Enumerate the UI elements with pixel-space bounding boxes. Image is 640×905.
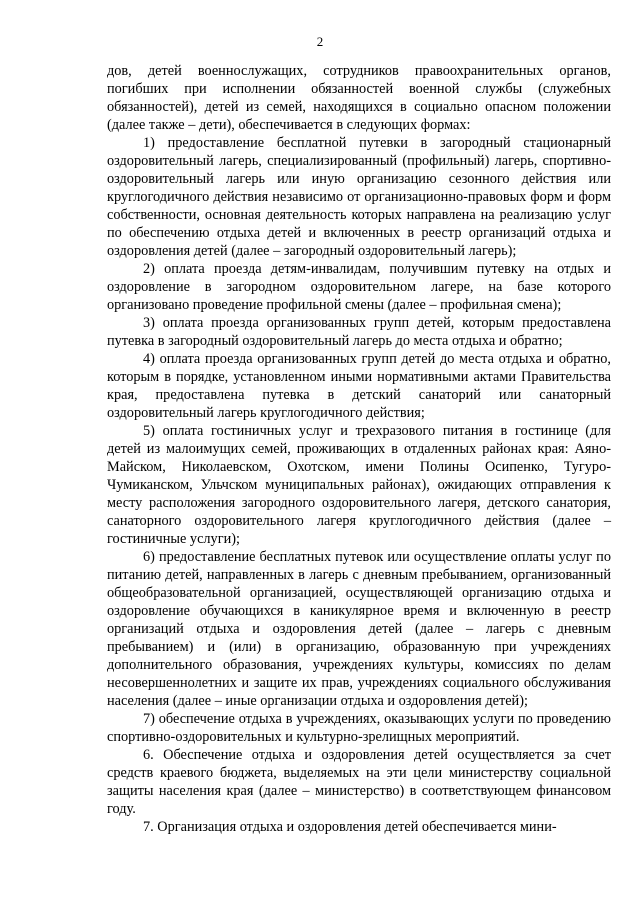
paragraph-section-6: 6. Обеспечение отдыха и оздоровления детей осуществляется за счет средств краевого бюджета, выделяемых на эти цели министерству социальной защиты населения края (далее – министерство) в соответствующем финансовом году.: [107, 747, 611, 817]
page-number: 2: [316, 34, 324, 49]
paragraph-item-4: 4) оплата проезда организованных групп детей до места отдыха и обратно, которым в порядке, установленном иными нормативными актами Правительства края, предоставлена путевка в детский санаторий или санаторный оздоровительный лагерь круглогодичного действия;: [107, 351, 611, 421]
paragraph-item-3: 3) оплата проезда организованных групп детей, которым предоставлена путевка в загородный оздоровительный лагерь до места отдыха и обратно;: [107, 315, 611, 349]
document-body: [107, 62, 611, 836]
paragraph-item-5: 5) оплата гостиничных услуг и трехразового питания в гостинице (для детей из малоимущих семей, проживающих в отдаленных районах края: Аяно-Майском, Николаевском, Охотском, имени Полины Осипенко, Тугуро-Чумиканском, Ульчском муниципальных районах), ожидающих отправления к месту расположения загородного оздоровительного лагеря, детского санатория, санаторного оздоровительного лагеря круглогодичного действия (далее – гостиничные услуги);: [107, 423, 611, 547]
paragraph-item-7: 7) обеспечение отдыха в учреждениях, оказывающих услуги по проведению спортивно-оздоровительных и культурно-зрелищных мероприятий.: [107, 711, 611, 745]
paragraph-item-6: 6) предоставление бесплатных путевок или осуществление оплаты услуг по питанию детей, направленных в лагерь с дневным пребыванием, организованный общеобразовательной организацией, осуществляющей организацию отдыха и оздоровление обучающихся в каникулярное время и включенную в реестр организаций отдыха и оздоровления детей (далее – лагерь с дневным пребыванием) и (или) в организацию, образованную при учреждениях дополнительного образования, учреждениях культуры, комиссиях по делам несовершеннолетних и защите их прав, учреждениях социального обслуживания населения (далее – иные организации отдыха и оздоровления детей);: [107, 549, 611, 709]
paragraph-item-1: 1) предоставление бесплатной путевки в загородный стационарный оздоровительный лагерь, специализированный (профильный) лагерь, спортивно-оздоровительный лагерь или иную организацию сезонного действия или круглогодичного действия независимо от организационно-правовых форм и форм собственности, основная деятельность которых направлена на реализацию услуг по обеспечению отдыха детей и включенных в реестр организаций отдыха и оздоровления детей (далее – загородный оздоровительный лагерь);: [107, 135, 611, 259]
paragraph-intro-continued: дов, детей военнослужащих, сотрудников правоохранительных органов, погибших при исполнении обязанностей военной службы (служебных обязанностей), детей из семей, находящихся в социально опасном положении (далее также – дети), обеспечивается в следующих формах:: [107, 63, 611, 133]
paragraph-section-7: 7. Организация отдыха и оздоровления детей обеспечивается мини-: [143, 819, 557, 835]
paragraph-item-2: 2) оплата проезда детям-инвалидам, получившим путевку на отдых и оздоровление в загородном оздоровительном лагере, на базе которого организовано проведение профильной смены (далее – профильная смена);: [107, 261, 611, 313]
